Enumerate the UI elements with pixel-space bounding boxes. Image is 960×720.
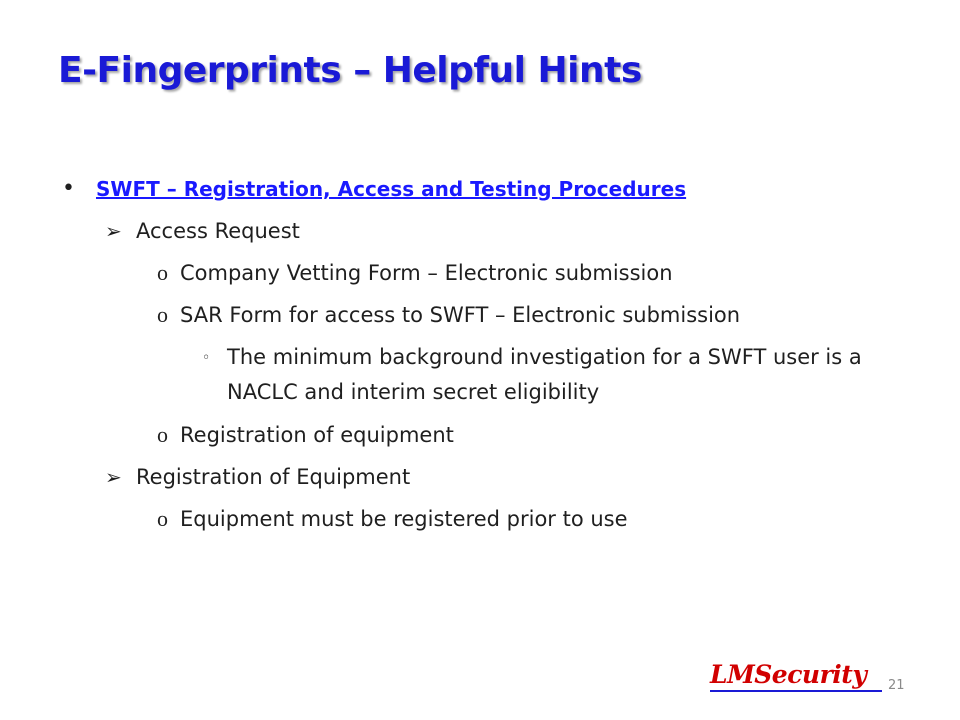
ring-bullet-icon: ◦ — [202, 350, 211, 366]
o-bullet-icon: o — [157, 422, 168, 447]
company-vetting-text: Company Vetting Form – Electronic submission — [180, 261, 673, 285]
o-bullet-icon: o — [157, 260, 168, 285]
arrow-bullet-icon: ➢ — [105, 219, 122, 243]
bullet-dot-marker: • — [62, 176, 75, 201]
o-bullet-icon: o — [157, 302, 168, 327]
logo-underline — [710, 690, 882, 692]
equipment-prior-text: Equipment must be registered prior to use — [180, 507, 628, 531]
access-request-text: Access Request — [136, 219, 300, 243]
sar-form-text: SAR Form for access to SWFT – Electronic submission — [180, 303, 741, 327]
arrow-bullet-icon: ➢ — [105, 465, 122, 489]
slide-title: E-Fingerprints – Helpful Hints — [58, 50, 642, 91]
minimum-investigation-text: The minimum background investigation for a SWFT user is a NACLC and interim secret eligibility — [227, 345, 862, 404]
registration-equipment-text: Registration of Equipment — [136, 465, 411, 489]
page-number: 21 — [888, 678, 905, 693]
o-bullet-icon: o — [157, 506, 168, 531]
registration-sub-text: Registration of equipment — [180, 423, 454, 447]
lmsecurity-logo: LMSecurity — [710, 660, 867, 689]
swft-procedures-link[interactable]: SWFT – Registration, Access and Testing Procedures — [96, 177, 687, 201]
